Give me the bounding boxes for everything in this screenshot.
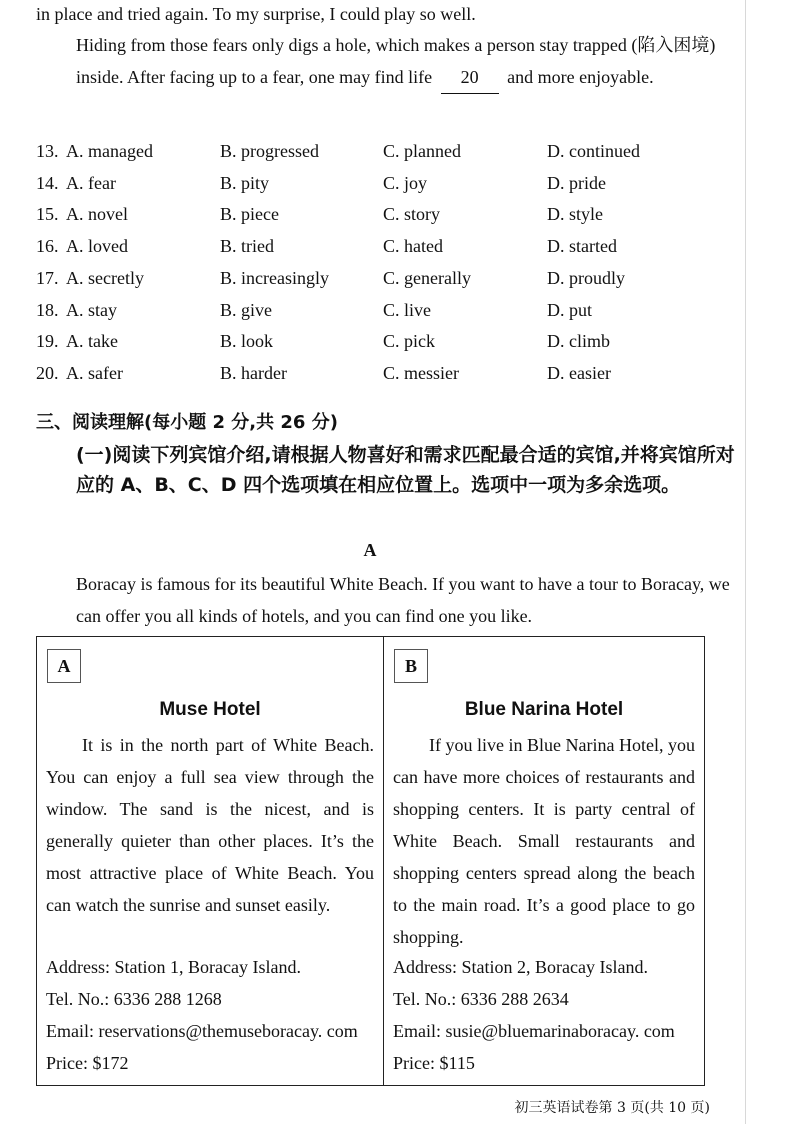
- passage-label: A: [363, 540, 377, 560]
- option-a[interactable]: A. managed: [66, 141, 153, 161]
- paragraph-text-end: and more enjoyable.: [507, 67, 654, 87]
- question-number: 20.: [36, 363, 59, 383]
- option-c[interactable]: C. planned: [383, 141, 461, 161]
- hotel-description: It is in the north part of White Beach. You can enjoy a full sea view through the window. The sand is the nicest, and is generally quieter than other places. It’s the most attractive place of White Beach. You can watch the sunrise and sunset easily.: [46, 735, 374, 915]
- option-c[interactable]: C. live: [383, 300, 431, 320]
- hotel-price: Price: $172: [46, 1053, 129, 1073]
- option-b[interactable]: B. give: [220, 300, 272, 320]
- option-b[interactable]: B. harder: [220, 363, 287, 383]
- option-b[interactable]: B. pity: [220, 173, 270, 193]
- hotel-card-a: [37, 637, 384, 1085]
- question-number: 17.: [36, 268, 59, 288]
- hotel-tel: Tel. No.: 6336 288 2634: [393, 989, 569, 1009]
- passage-intro: Boracay is famous for its beautiful White Beach. If you want to have a tour to Boracay, we can offer you all kinds of hotels, and you can find one you like.: [76, 574, 730, 626]
- hotel-email: Email: reservations@themuseboracay. com: [46, 1021, 358, 1041]
- option-c[interactable]: C. joy: [383, 173, 428, 193]
- section-instructions: (一)阅读下列宾馆介绍,请根据人物喜好和需求匹配最合适的宾馆,并将宾馆所对应的 A、B、C、D 四个选项填在相应位置上。选项中一项为多余选项。: [76, 444, 735, 496]
- option-c[interactable]: C. hated: [383, 236, 443, 256]
- option-a[interactable]: A. fear: [66, 173, 116, 193]
- hotel-letter-box: A: [47, 649, 81, 683]
- option-a[interactable]: A. secretly: [66, 268, 144, 288]
- hotel-address: Address: Station 1, Boracay Island.: [46, 957, 301, 977]
- hotel-card-b: [384, 637, 704, 1085]
- option-b[interactable]: B. piece: [220, 204, 279, 224]
- option-d[interactable]: D. easier: [547, 363, 611, 383]
- option-d[interactable]: D. style: [547, 204, 603, 224]
- hotel-table: [36, 636, 705, 1086]
- option-d[interactable]: D. climb: [547, 331, 610, 351]
- page-footer: 初三英语试卷第 3 页(共 10 页): [514, 1100, 710, 1116]
- option-a[interactable]: A. stay: [66, 300, 117, 320]
- hotel-email: Email: susie@bluemarinaboracay. com: [393, 1021, 675, 1041]
- hotel-name: Muse Hotel: [159, 699, 261, 720]
- option-a[interactable]: A. take: [66, 331, 118, 351]
- question-number: 16.: [36, 236, 59, 256]
- hotel-description: If you live in Blue Narina Hotel, you can have more choices of restaurants and shopping centers. It is party central of White Beach. Small restaurants and shopping centers spread along the beach to the main road. It’s a good place to go shopping.: [393, 735, 695, 947]
- passage-line: in place and tried again. To my surprise, I could play so well.: [36, 4, 476, 24]
- option-b[interactable]: B. progressed: [220, 141, 319, 161]
- option-c[interactable]: C. story: [383, 204, 441, 224]
- option-d[interactable]: D. put: [547, 300, 592, 320]
- hotel-name: Blue Narina Hotel: [464, 699, 624, 720]
- answer-blank-20[interactable]: 20: [441, 61, 499, 94]
- question-number: 19.: [36, 331, 59, 351]
- question-number: 14.: [36, 173, 59, 193]
- option-c[interactable]: C. generally: [383, 268, 471, 288]
- hotel-address: Address: Station 2, Boracay Island.: [393, 957, 648, 977]
- option-c[interactable]: C. messier: [383, 363, 459, 383]
- question-number: 15.: [36, 204, 59, 224]
- page-edge-rule: [745, 0, 746, 1124]
- option-c[interactable]: C. pick: [383, 331, 435, 351]
- option-a[interactable]: A. safer: [66, 363, 123, 383]
- option-a[interactable]: A. loved: [66, 236, 128, 256]
- question-number: 18.: [36, 300, 59, 320]
- option-d[interactable]: D. started: [547, 236, 617, 256]
- hotel-tel: Tel. No.: 6336 288 1268: [46, 989, 222, 1009]
- option-d[interactable]: D. proudly: [547, 268, 625, 288]
- hotel-price: Price: $115: [393, 1053, 475, 1073]
- hotel-letter-box: B: [394, 649, 428, 683]
- section-title: 三、阅读理解(每小题 2 分,共 26 分): [36, 412, 338, 433]
- paragraph-text: Hiding from those fears only digs a hole, which makes a person stay trapped (陷入困境) inside. After facing up to a fear, one may find life: [76, 35, 716, 87]
- question-number: 13.: [36, 141, 59, 161]
- option-a[interactable]: A. novel: [66, 204, 128, 224]
- passage-paragraph: [36, 29, 746, 94]
- option-b[interactable]: B. look: [220, 331, 274, 351]
- option-b[interactable]: B. increasingly: [220, 268, 329, 288]
- option-b[interactable]: B. tried: [220, 236, 274, 256]
- option-d[interactable]: D. continued: [547, 141, 640, 161]
- option-d[interactable]: D. pride: [547, 173, 606, 193]
